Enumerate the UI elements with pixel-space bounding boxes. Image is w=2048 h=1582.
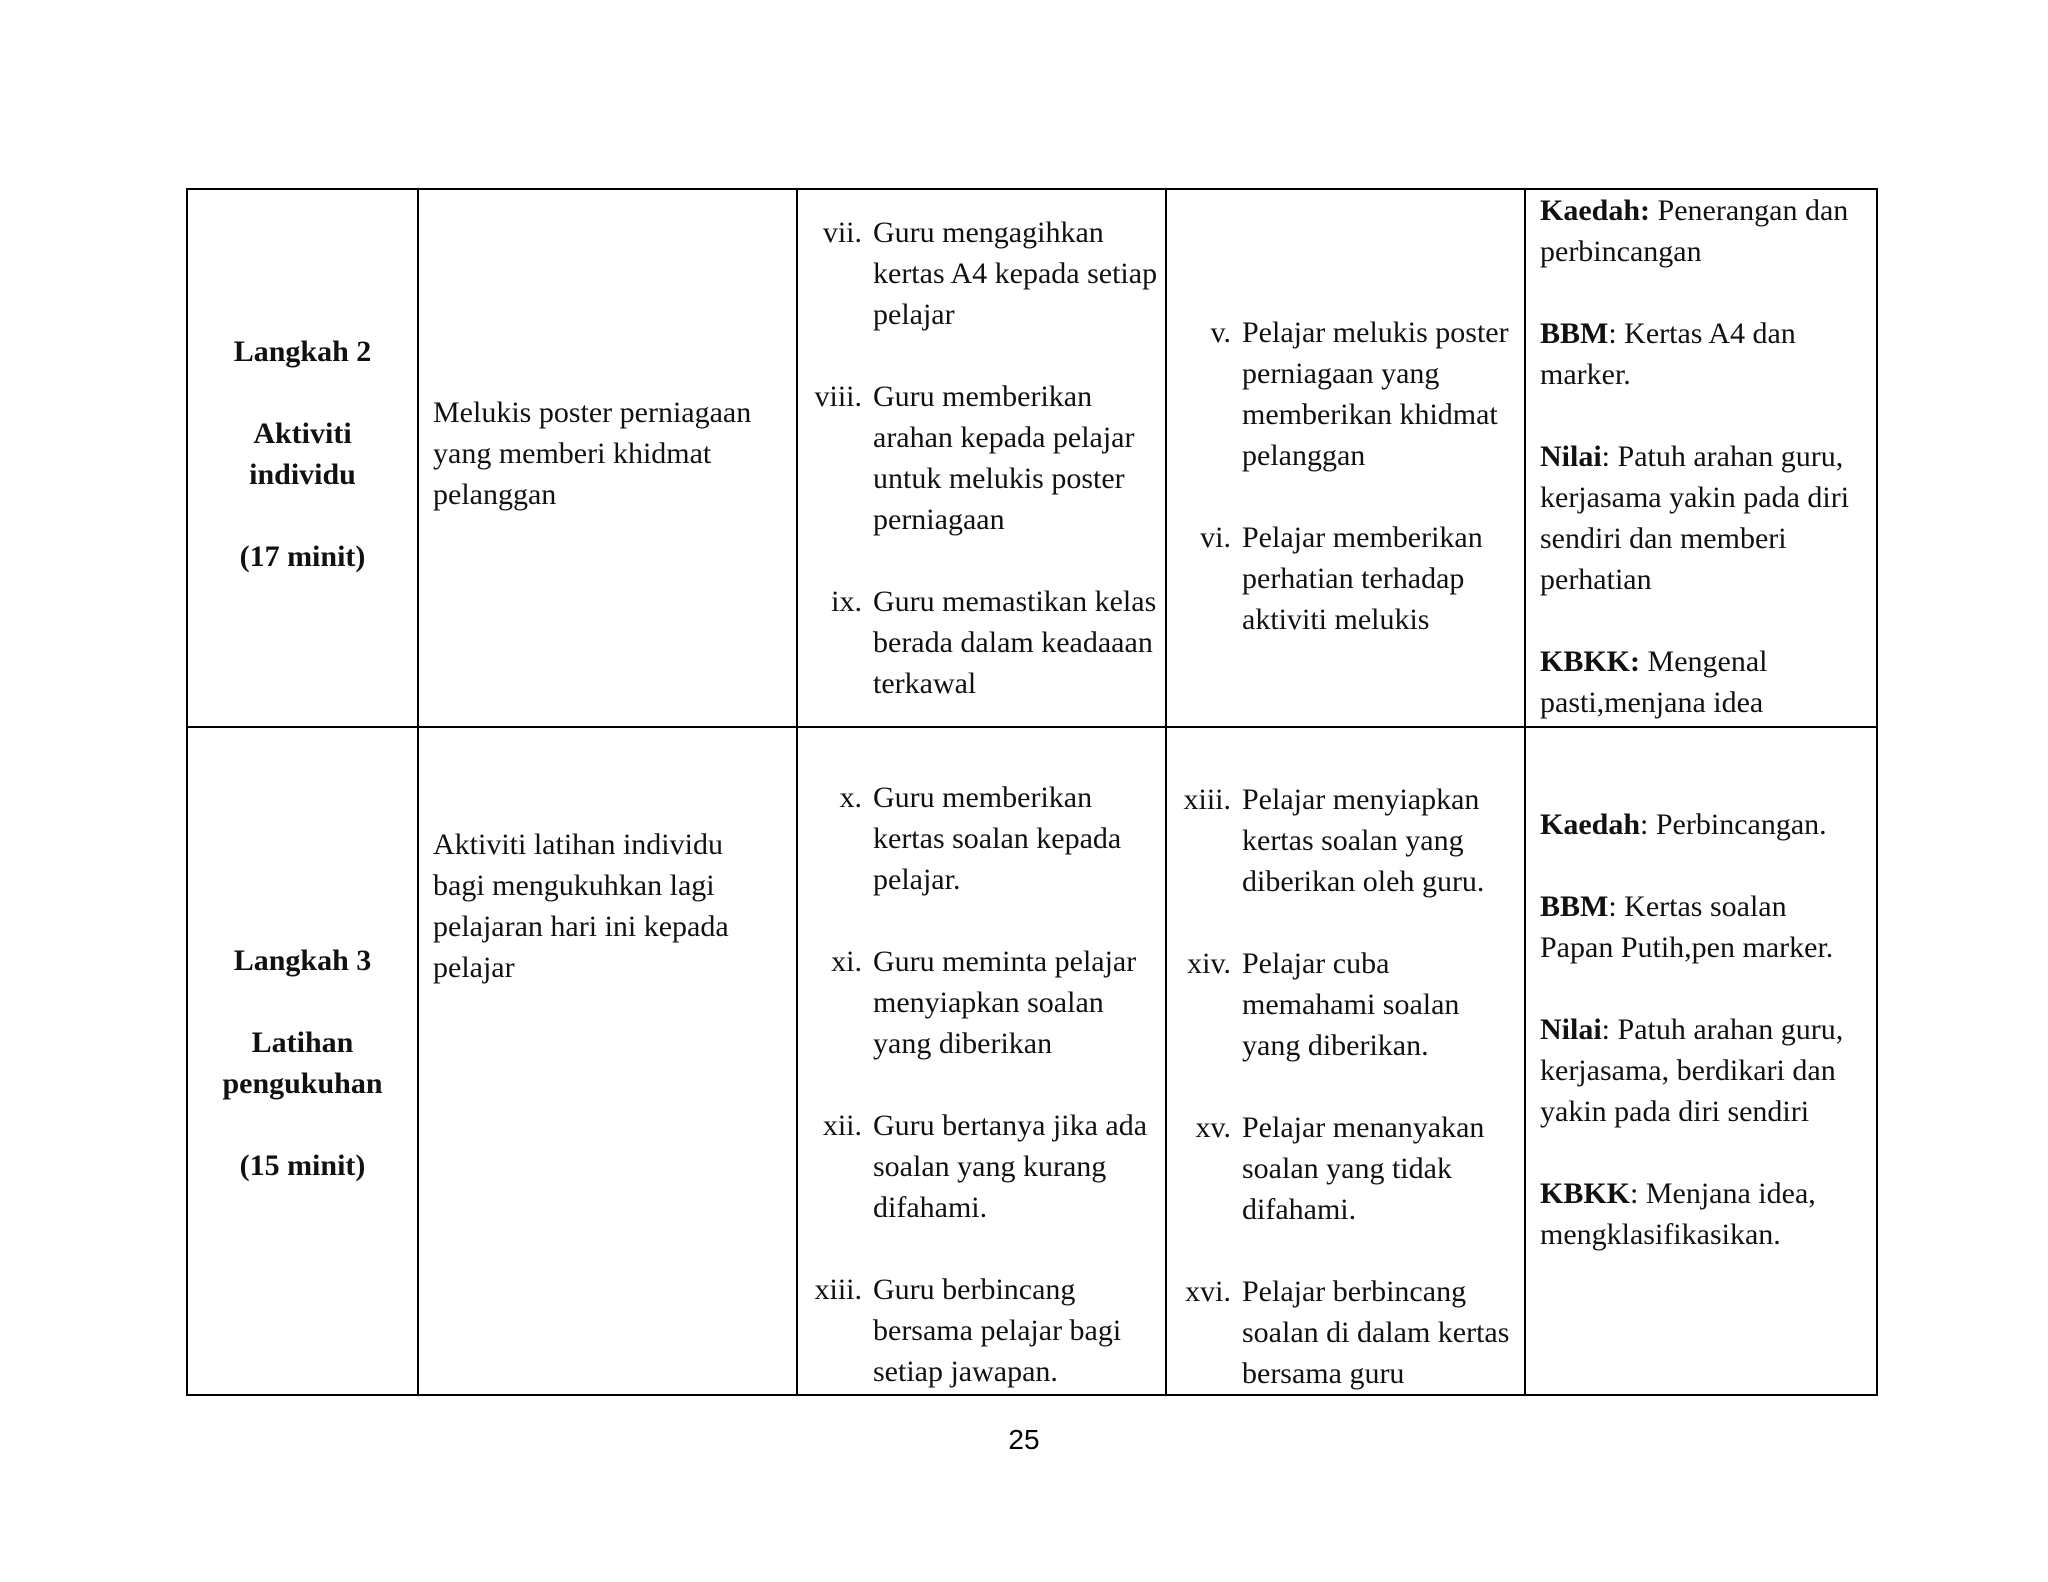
step-time: (17 minit) bbox=[239, 540, 366, 573]
note-text: : Kertas soalan Papan Putih,pen marker. bbox=[1540, 890, 1834, 964]
note-label: Nilai bbox=[1540, 1013, 1602, 1046]
step-title: Langkah 3 bbox=[233, 944, 372, 977]
item-number: xiii. bbox=[1183, 783, 1231, 816]
step-cell bbox=[187, 189, 418, 727]
note-text: Mengenal pasti,menjana idea bbox=[1540, 645, 1768, 719]
step-title: Langkah 2 bbox=[233, 335, 372, 368]
item-number: vi. bbox=[1200, 521, 1231, 554]
teacher-activity-list bbox=[798, 190, 1165, 704]
item-text: Guru memberikan kertas soalan kepada pelajar. bbox=[873, 781, 1122, 896]
list-item bbox=[839, 777, 1165, 900]
list-item bbox=[831, 941, 1165, 1064]
table-row bbox=[187, 189, 1877, 727]
note-kbkk bbox=[1540, 1173, 1862, 1255]
note-nilai bbox=[1540, 1009, 1862, 1132]
note-bbm bbox=[1540, 886, 1862, 968]
note-text: : Menjana idea, mengklasifikasikan. bbox=[1540, 1177, 1816, 1251]
item-number: x. bbox=[839, 781, 862, 814]
note-label: Nilai bbox=[1540, 440, 1602, 473]
list-item bbox=[1195, 1107, 1524, 1230]
note-nilai bbox=[1540, 436, 1862, 600]
item-number: viii. bbox=[814, 380, 862, 413]
student-activity-list bbox=[1167, 728, 1524, 1394]
note-label: BBM bbox=[1540, 890, 1609, 923]
note-label: Kaedah: bbox=[1540, 194, 1651, 227]
notes-cell bbox=[1525, 189, 1877, 727]
teacher-activity-list bbox=[798, 728, 1165, 1392]
step-cell bbox=[187, 727, 418, 1395]
content-cell bbox=[418, 189, 797, 727]
item-text: Pelajar menanyakan soalan yang tidak difahami. bbox=[1242, 1111, 1485, 1226]
note-label: KBKK bbox=[1540, 1177, 1631, 1210]
item-number: xiv. bbox=[1187, 947, 1231, 980]
item-number: xi. bbox=[831, 945, 862, 978]
step-name: Aktiviti bbox=[253, 417, 352, 450]
item-text: Guru memastikan kelas berada dalam keadaaan terkawal bbox=[873, 585, 1157, 700]
content-text: Aktiviti latihan individu bagi mengukuhkan lagi pelajaran hari ini kepada pelajar bbox=[433, 828, 729, 984]
item-text: Guru berbincang bersama pelajar bagi setiap jawapan. bbox=[873, 1273, 1122, 1388]
list-item bbox=[1187, 943, 1524, 1066]
note-kaedah bbox=[1540, 190, 1862, 272]
list-item bbox=[1200, 517, 1524, 640]
step-name: individu bbox=[249, 458, 356, 491]
note-text: : Patuh arahan guru, kerjasama yakin pada diri sendiri dan memberi perhatian bbox=[1540, 440, 1850, 596]
item-number: vii. bbox=[822, 216, 862, 249]
content-text: Melukis poster perniagaan yang memberi khidmat pelanggan bbox=[433, 396, 752, 511]
list-item bbox=[1183, 779, 1524, 902]
list-item bbox=[814, 376, 1165, 540]
list-item bbox=[831, 581, 1165, 704]
student-activity-list bbox=[1167, 190, 1524, 640]
note-kaedah bbox=[1540, 804, 1862, 845]
item-number: xvi. bbox=[1185, 1275, 1231, 1308]
note-label: BBM bbox=[1540, 317, 1609, 350]
content-cell bbox=[418, 727, 797, 1395]
student-activity-cell bbox=[1166, 189, 1525, 727]
list-item bbox=[822, 212, 1165, 335]
item-number: v. bbox=[1210, 316, 1231, 349]
lesson-plan-table bbox=[186, 188, 1878, 1396]
item-text: Guru mengagihkan kertas A4 kepada setiap pelajar bbox=[873, 216, 1158, 331]
list-item bbox=[1185, 1271, 1524, 1394]
note-text: : Kertas A4 dan marker. bbox=[1540, 317, 1796, 391]
item-text: Guru bertanya jika ada soalan yang kurang difahami. bbox=[873, 1109, 1148, 1224]
student-activity-cell bbox=[1166, 727, 1525, 1395]
item-number: xii. bbox=[822, 1109, 862, 1142]
item-text: Guru meminta pelajar menyiapkan soalan yang diberikan bbox=[873, 945, 1137, 1060]
list-item bbox=[814, 1269, 1165, 1392]
item-number: ix. bbox=[831, 585, 862, 618]
list-item bbox=[1210, 312, 1524, 476]
notes-cell bbox=[1525, 727, 1877, 1395]
note-text: Penerangan dan perbincangan bbox=[1540, 194, 1849, 268]
item-number: xv. bbox=[1195, 1111, 1231, 1144]
item-text: Pelajar memberikan perhatian terhadap aktiviti melukis bbox=[1242, 521, 1483, 636]
list-item bbox=[822, 1105, 1165, 1228]
note-bbm bbox=[1540, 313, 1862, 395]
item-text: Pelajar menyiapkan kertas soalan yang diberikan oleh guru. bbox=[1242, 783, 1485, 898]
item-number: xiii. bbox=[814, 1273, 862, 1306]
step-time: (15 minit) bbox=[239, 1149, 366, 1182]
step-name: Latihan bbox=[251, 1026, 354, 1059]
item-text: Guru memberikan arahan kepada pelajar untuk melukis poster perniagaan bbox=[873, 380, 1135, 536]
step-name: pengukuhan bbox=[222, 1067, 383, 1100]
note-label: Kaedah bbox=[1540, 808, 1641, 841]
item-text: Pelajar cuba memahami soalan yang diberikan. bbox=[1242, 947, 1460, 1062]
page-number: 25 bbox=[1008, 1424, 1040, 1455]
teacher-activity-cell bbox=[797, 727, 1166, 1395]
note-kbkk bbox=[1540, 641, 1862, 723]
teacher-activity-cell bbox=[797, 189, 1166, 727]
item-text: Pelajar melukis poster perniagaan yang memberikan khidmat pelanggan bbox=[1242, 316, 1509, 472]
note-text: : Perbincangan. bbox=[1640, 808, 1827, 841]
note-label: KBKK: bbox=[1540, 645, 1641, 678]
item-text: Pelajar berbincang soalan di dalam kertas bersama guru bbox=[1242, 1275, 1510, 1390]
table-row bbox=[187, 727, 1877, 1395]
note-text: : Patuh arahan guru, kerjasama, berdikari dan yakin pada diri sendiri bbox=[1540, 1013, 1844, 1128]
